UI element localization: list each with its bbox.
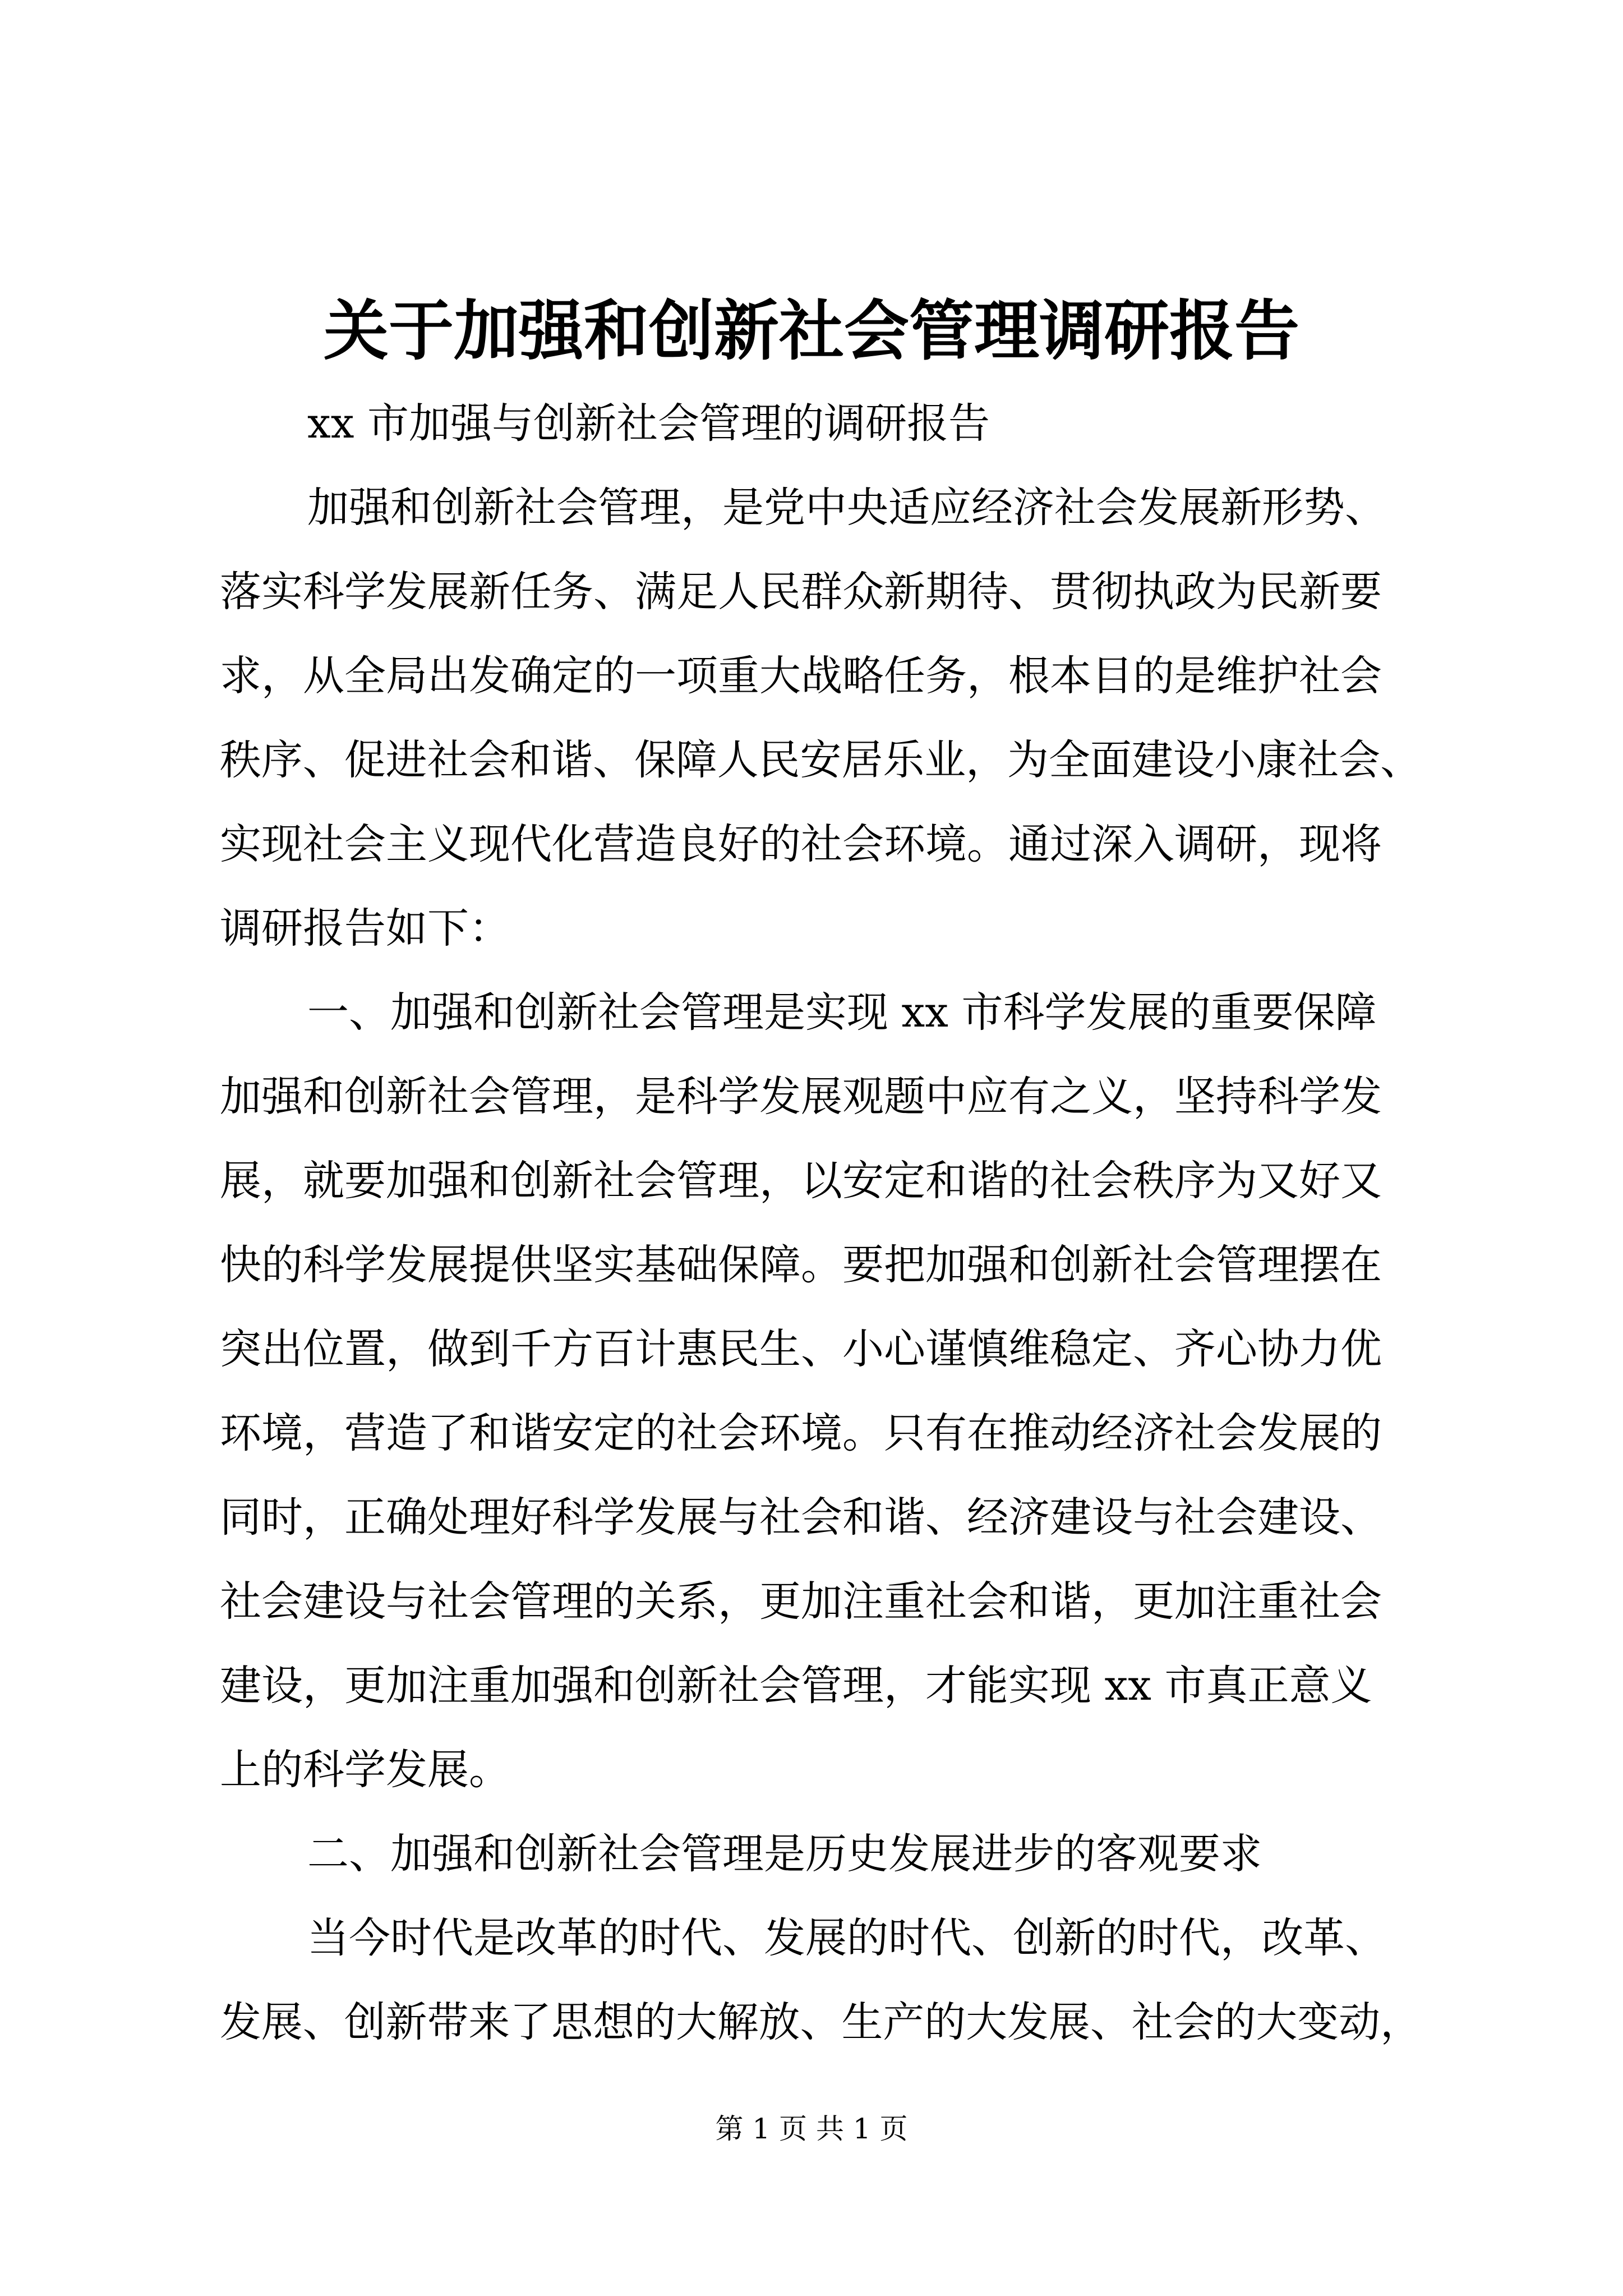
paragraph-line: 建设，更加注重加强和创新社会管理，才能实现 xx 市真正意义 (220, 1662, 1372, 1710)
paragraph-line: 加强和创新社会管理，是科学发展观题中应有之义，坚持科学发 (220, 1073, 1382, 1121)
paragraph-line: 社会建设与社会管理的关系，更加注重社会和谐，更加注重社会 (220, 1577, 1382, 1626)
paragraph-line: 落实科学发展新任务、满足人民群众新期待、贯彻执政为民新要 (220, 568, 1382, 616)
paragraph-line: 当今时代是改革的时代、发展的时代、创新的时代，改革、 (307, 1914, 1386, 1962)
paragraph-line: 实现社会主义现代化营造良好的社会环境。通过深入调研，现将 (220, 820, 1382, 868)
paragraph-line: 发展、创新带来了思想的大解放、生产的大发展、社会的大变动， (220, 1998, 1422, 2046)
paragraph-line: 求，从全局出发确定的一项重大战略任务，根本目的是维护社会 (220, 652, 1382, 700)
paragraph-line: 上的科学发展。 (220, 1746, 510, 1794)
paragraph-line: 环境，营造了和谐安定的社会环境。只有在推动经济社会发展的 (220, 1409, 1382, 1457)
paragraph-line: 秩序、促进社会和谐、保障人民安居乐业，为全面建设小康社会、 (220, 736, 1422, 784)
paragraph-line: 快的科学发展提供坚实基础保障。要把加强和创新社会管理摆在 (220, 1241, 1382, 1289)
paragraph-line: 同时，正确处理好科学发展与社会和谐、经济建设与社会建设、 (220, 1493, 1382, 1542)
page-footer: 第 1 页 共 1 页 (715, 2113, 908, 2145)
paragraph-line: xx 市加强与创新社会管理的调研报告 (307, 399, 990, 448)
paragraph-line: 二、加强和创新社会管理是历史发展进步的客观要求 (307, 1830, 1262, 1878)
paragraph-line: 调研报告如下： (220, 904, 510, 953)
paragraph-line: 加强和创新社会管理，是党中央适应经济社会发展新形势、 (307, 484, 1386, 532)
document-title: 关于加强和创新社会管理调研报告 (324, 293, 1299, 369)
paragraph-line: 展，就要加强和创新社会管理，以安定和谐的社会秩序为又好又 (220, 1157, 1382, 1205)
paragraph-line: 一、加强和创新社会管理是实现 xx 市科学发展的重要保障 (307, 988, 1377, 1037)
paragraph-line: 突出位置，做到千方百计惠民生、小心谨慎维稳定、齐心协力优 (220, 1325, 1382, 1373)
